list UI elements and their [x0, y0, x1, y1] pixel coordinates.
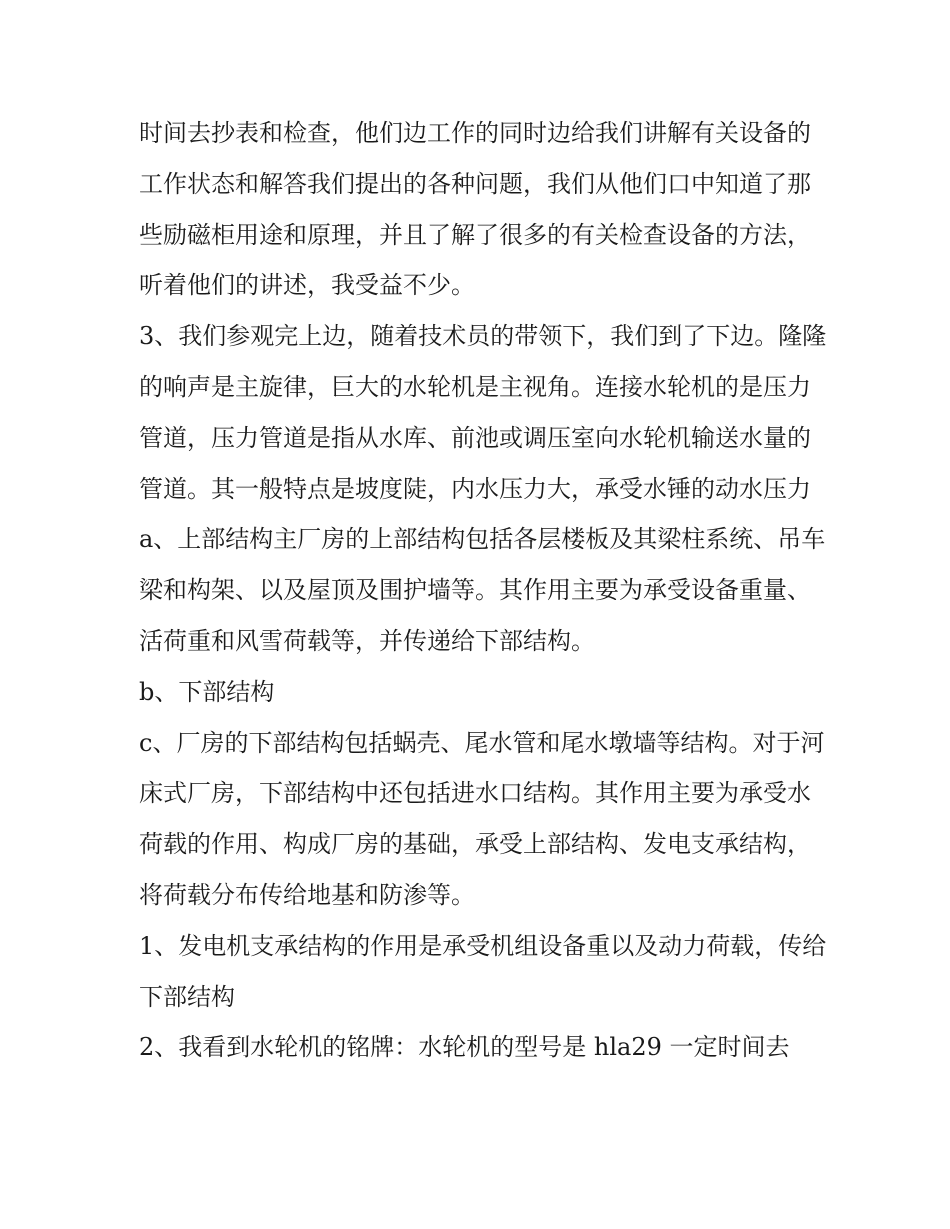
paragraph-lower-structure-heading: b、下部结构: [139, 677, 275, 706]
paragraph-generator-support: 1、发电机支承结构的作用是承受机组设备重以及动力荷载，传给下部结构: [139, 931, 827, 1011]
paragraph-lower-structure: c、厂房的下部结构包括蜗壳、尾水管和尾水墩墙等结构。对于河床式厂房，下部结构中还包括进水口结构。其作用主要为承受水荷载的作用、构成厂房的基础，承受上部结构、发电支承结构，将荷载分布传给地基和防渗等。: [139, 728, 825, 909]
paragraph-turbine-nameplate: 2、我看到水轮机的铭牌：水轮机的型号是 hla29 一定时间去: [139, 1033, 790, 1062]
paragraph-inspection-visit: 时间去抄表和检查，他们边工作的同时边给我们讲解有关设备的工作状态和解答我们提出的各种问题，我们从他们口中知道了那些励磁柜用途和原理，并且了解了很多的有关检查设备的方法，听着他们的讲述，我受益不少。: [139, 119, 811, 300]
paragraph-upper-structure: a、上部结构主厂房的上部结构包括各层楼板及其梁柱系统、吊车梁和构架、以及屋顶及围护墙等。其作用主要为承受设备重量、活荷重和风雪荷载等，并传递给下部结构。: [139, 525, 826, 655]
paragraph-turbine-pipeline: 3、我们参观完上边，随着技术员的带领下，我们到了下边。隆隆的响声是主旋律，巨大的水轮机是主视角。连接水轮机的是压力管道，压力管道是指从水库、前池或调压室向水轮机输送水量的管道。其一般特点是坡度陡，内水压力大，承受水锤的动水压力: [139, 322, 827, 503]
document-body: [139, 108, 829, 1073]
